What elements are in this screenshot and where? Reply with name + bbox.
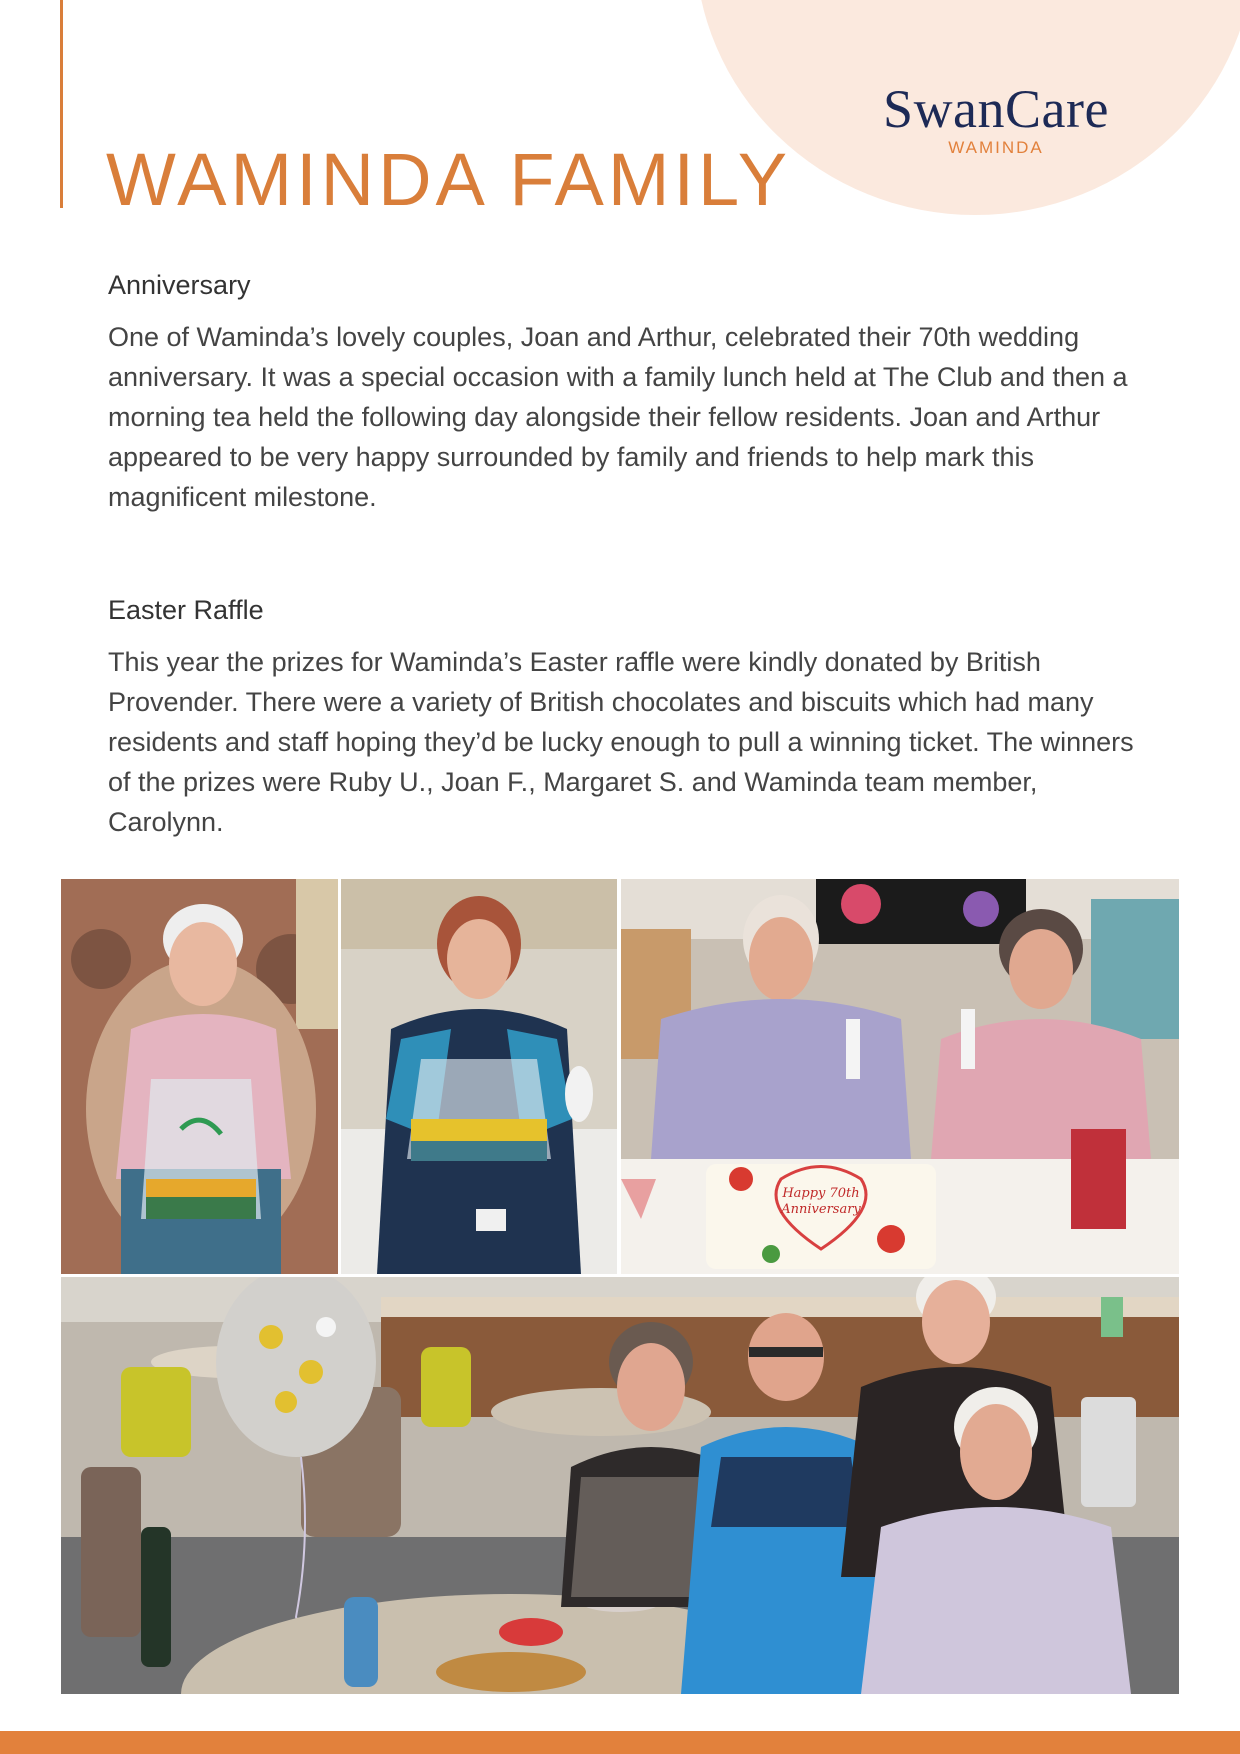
section-easter-raffle <box>108 595 1138 842</box>
section-heading: Anniversary <box>108 270 251 300</box>
footer-accent-bar <box>0 1731 1240 1754</box>
photo-morning-tea-group-image <box>61 1277 1179 1694</box>
logo-wordmark: SwanCare <box>883 79 1109 139</box>
photo-team-member-with-prize-image <box>341 879 617 1274</box>
page-title: WAMINDA FAMILY <box>106 138 792 221</box>
section-body: This year the prizes for Waminda’s Easter raffle were kindly donated by British Provender. There were a variety of British chocolates and biscuits which had many residents and staff hoping they’d be lucky enough to pull a winning ticket. The winners of the prizes were Ruby U., Joan F., Margaret S. and Waminda team member, Carolynn. <box>108 647 1134 837</box>
photo-collage <box>61 879 1179 1694</box>
cake-text-line1: Happy 70th <box>782 1186 860 1201</box>
photo-team-member-with-prize <box>341 879 617 1274</box>
section-body: One of Waminda’s lovely couples, Joan and Arthur, celebrated their 70th wedding anniversary. It was a special occasion with a family lunch held at The Club and then a morning tea held the following day alongside their fellow residents. Joan and Arthur appeared to be very happy surrounded by family and friends to help mark this magnificent milestone. <box>108 322 1128 512</box>
swancare-logo <box>856 79 1136 158</box>
section-heading: Easter Raffle <box>108 595 264 625</box>
photo-anniversary-couple <box>621 879 1179 1274</box>
cake-text-line2: Anniversary <box>781 1202 861 1217</box>
photo-morning-tea-group <box>61 1277 1179 1694</box>
photo-anniversary-couple-image <box>621 879 1179 1274</box>
section-anniversary <box>108 270 1138 517</box>
photo-resident-with-prize-image <box>61 879 338 1274</box>
logo-subtitle: WAMINDA <box>948 138 1044 157</box>
photo-resident-with-prize <box>61 879 338 1274</box>
title-accent-line <box>60 0 63 208</box>
